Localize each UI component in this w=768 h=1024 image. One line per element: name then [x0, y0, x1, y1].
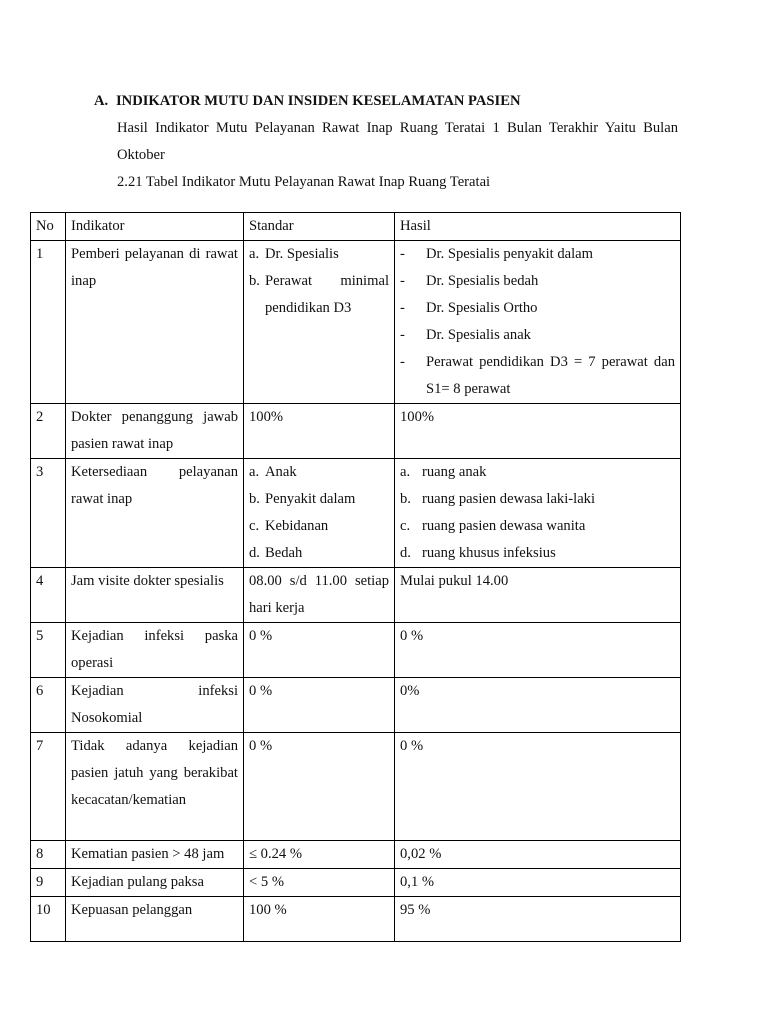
table-row	[31, 678, 681, 733]
hasil-item: d. ruang khusus infeksius	[400, 545, 556, 561]
cell-hasil: 0 %	[395, 733, 681, 841]
cell-standar: 0 %	[244, 623, 395, 678]
table-caption: 2.21 Tabel Indikator Mutu Pelayanan Rawat Inap Ruang Teratai	[117, 174, 491, 190]
section-heading	[94, 88, 694, 115]
hasil-item: - Dr. Spesialis Ortho	[400, 300, 538, 316]
header-hasil: Hasil	[395, 213, 681, 241]
cell-hasil: 0%	[395, 678, 681, 733]
cell-hasil: 95 %	[395, 897, 681, 942]
cell-standar: 08.00 s/d 11.00 setiap hari kerja	[244, 568, 395, 623]
cell-hasil: 0,02 %	[395, 841, 681, 869]
cell-no: 6	[31, 678, 66, 733]
cell-standar	[244, 459, 395, 568]
table-row	[31, 459, 681, 568]
table-header-row	[31, 213, 681, 241]
standar-item: a. Anak	[249, 464, 297, 480]
table-row	[31, 841, 681, 869]
cell-no: 3	[31, 459, 66, 568]
hasil-item: - Dr. Spesialis bedah	[400, 273, 539, 289]
hasil-item: - Perawat pendidikan D3 = 7 perawat dan S1= 8 perawat	[400, 354, 675, 397]
cell-standar: 0 %	[244, 733, 395, 841]
cell-hasil: Mulai pukul 14.00	[395, 568, 681, 623]
standar-item: b. Perawat minimal pendidikan D3	[249, 273, 389, 316]
intro-paragraph: Hasil Indikator Mutu Pelayanan Rawat Inap Ruang Teratai 1 Bulan Terakhir Yaitu Bulan Oktober	[117, 120, 678, 163]
cell-no: 4	[31, 568, 66, 623]
cell-indikator: Tidak adanya kejadian pasien jatuh yang berakibat kecacatan/kematian	[66, 733, 244, 841]
cell-no: 9	[31, 869, 66, 897]
standar-item: c. Kebidanan	[249, 518, 329, 534]
cell-no: 1	[31, 241, 66, 404]
cell-indikator: Ketersediaan pelayanan rawat inap	[66, 459, 244, 568]
cell-no: 8	[31, 841, 66, 869]
standar-item: a. Dr. Spesialis	[249, 246, 339, 262]
cell-standar: ≤ 0.24 %	[244, 841, 395, 869]
cell-no: 2	[31, 404, 66, 459]
hasil-item: b. ruang pasien dewasa laki-laki	[400, 491, 596, 507]
standar-item: b. Penyakit dalam	[249, 491, 356, 507]
section-title: INDIKATOR MUTU DAN INSIDEN KESELAMATAN PASIEN	[116, 93, 521, 109]
header-indikator: Indikator	[66, 213, 244, 241]
cell-no: 7	[31, 733, 66, 841]
cell-indikator: Kejadian pulang paksa	[66, 869, 244, 897]
table-row	[31, 623, 681, 678]
hasil-item: c. ruang pasien dewasa wanita	[400, 518, 586, 534]
cell-indikator: Kejadian infeksi Nosokomial	[66, 678, 244, 733]
cell-indikator: Kejadian infeksi paska operasi	[66, 623, 244, 678]
cell-indikator: Pemberi pelayanan di rawat inap	[66, 241, 244, 404]
hasil-item: - Dr. Spesialis anak	[400, 327, 531, 343]
cell-hasil	[395, 241, 681, 404]
standar-item: d. Bedah	[249, 545, 303, 561]
header-no: No	[31, 213, 66, 241]
table-row	[31, 241, 681, 404]
cell-standar: 0 %	[244, 678, 395, 733]
table-row	[31, 568, 681, 623]
cell-no: 5	[31, 623, 66, 678]
cell-standar	[244, 241, 395, 404]
cell-indikator: Kematian pasien > 48 jam	[66, 841, 244, 869]
cell-standar: 100 %	[244, 897, 395, 942]
cell-standar: 100%	[244, 404, 395, 459]
table-row	[31, 404, 681, 459]
cell-hasil: 0 %	[395, 623, 681, 678]
header-standar: Standar	[244, 213, 395, 241]
cell-standar: < 5 %	[244, 869, 395, 897]
section-letter: A.	[94, 93, 109, 109]
cell-indikator: Jam visite dokter spesialis	[66, 568, 244, 623]
cell-indikator: Dokter penanggung jawab pasien rawat inap	[66, 404, 244, 459]
cell-hasil	[395, 459, 681, 568]
table-row	[31, 897, 681, 942]
cell-no: 10	[31, 897, 66, 942]
table-row	[31, 733, 681, 841]
table-row	[31, 869, 681, 897]
cell-indikator: Kepuasan pelanggan	[66, 897, 244, 942]
hasil-item: a. ruang anak	[400, 464, 487, 480]
cell-hasil: 0,1 %	[395, 869, 681, 897]
cell-hasil: 100%	[395, 404, 681, 459]
hasil-item: - Dr. Spesialis penyakit dalam	[400, 246, 593, 262]
indicator-table	[30, 212, 681, 942]
